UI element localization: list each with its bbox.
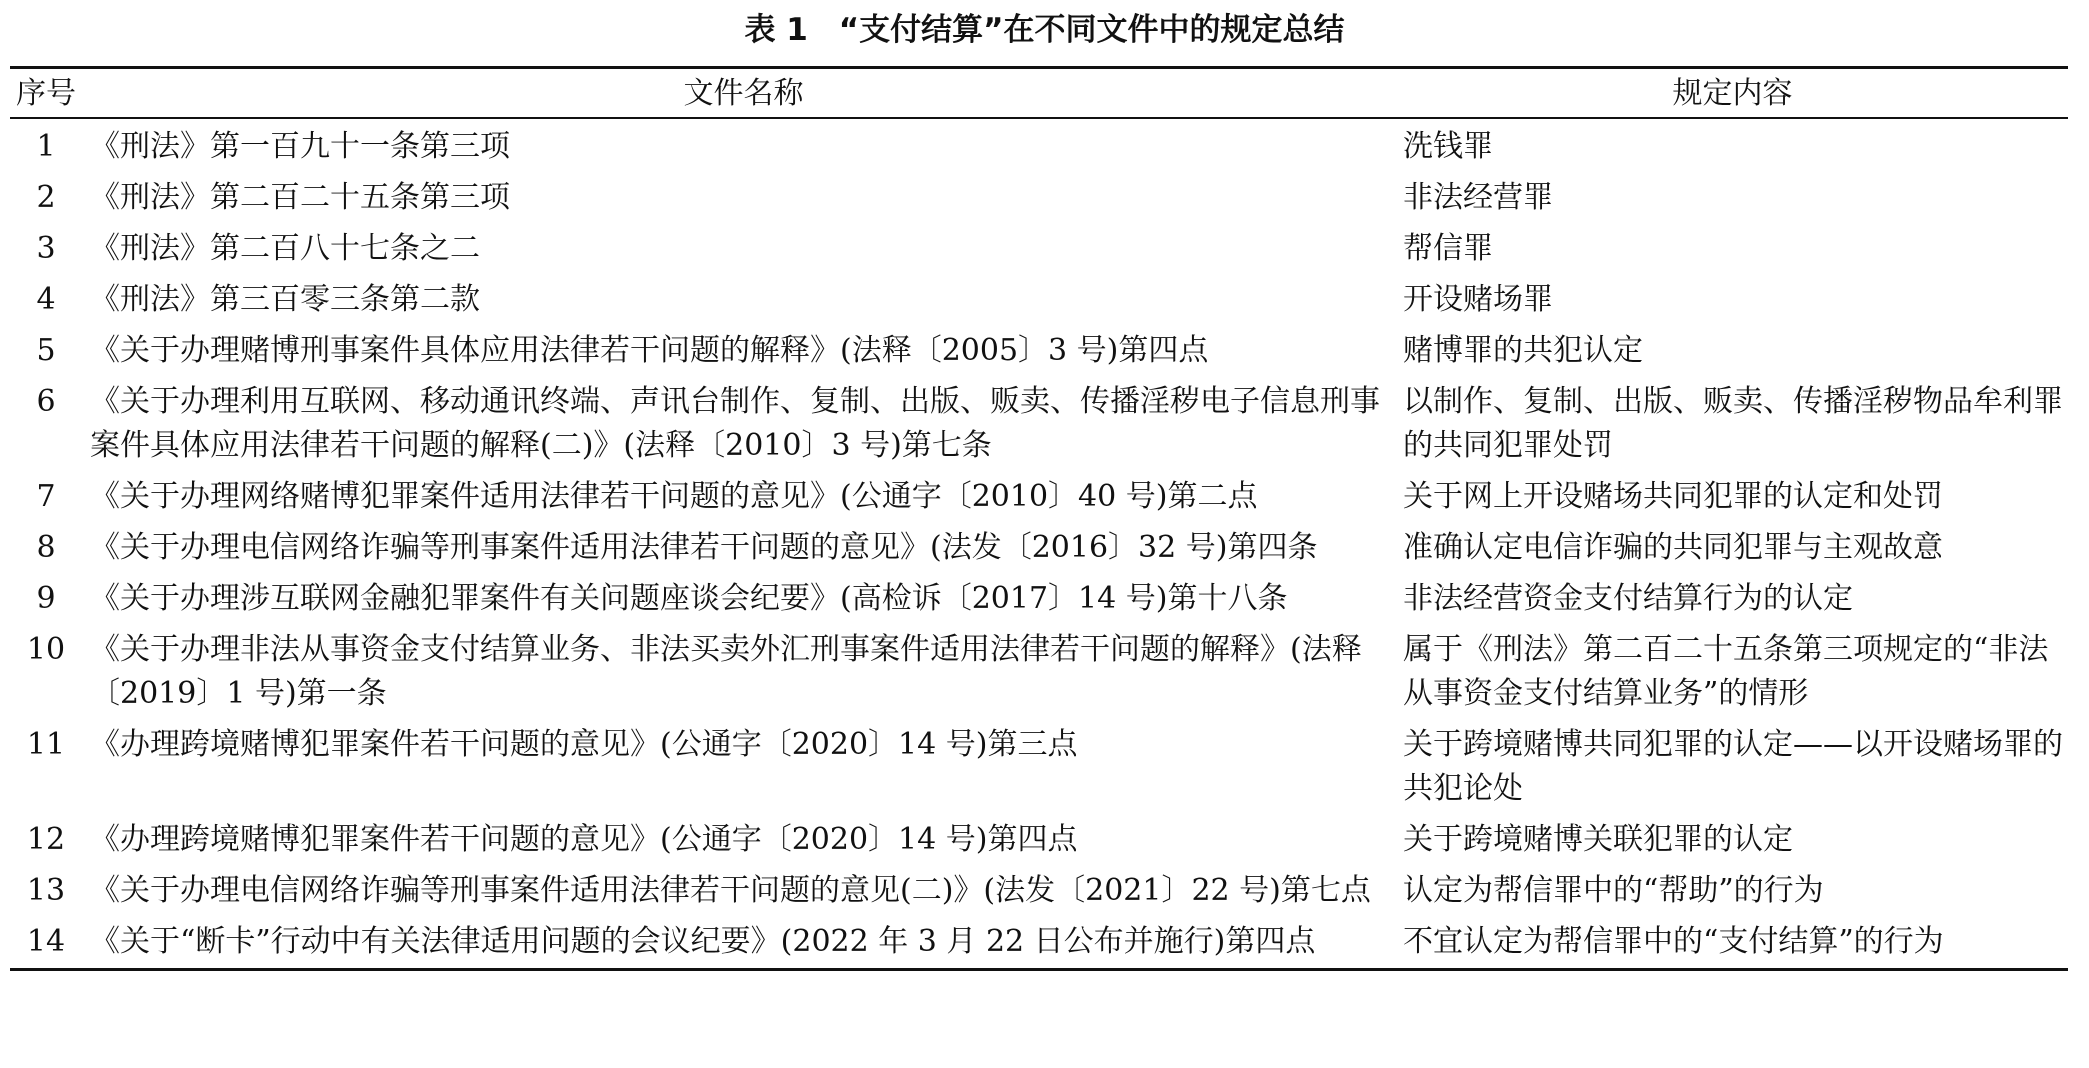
row-content: 关于跨境赌博关联犯罪的认定 (1403, 822, 1793, 857)
row-document: 《关于办理电信网络诈骗等刑事案件适用法律若干问题的意见(二)》(法发〔2021〕22 号)第七点 (90, 873, 1371, 908)
row-number: 12 (26, 822, 66, 857)
table-row (10, 377, 2068, 472)
row-content: 不宜认定为帮信罪中的“支付结算”的行为 (1403, 924, 1944, 959)
row-document: 《刑法》第一百九十一条第三项 (90, 129, 510, 164)
table-row (10, 173, 2068, 224)
table-row (10, 326, 2068, 377)
table-row (10, 815, 2068, 866)
table-row (10, 720, 2068, 815)
table-row (10, 275, 2068, 326)
row-number: 6 (36, 384, 56, 419)
row-content: 开设赌场罪 (1403, 282, 1553, 317)
table-row (10, 472, 2068, 523)
row-document: 《办理跨境赌博犯罪案件若干问题的意见》(公通字〔2020〕14 号)第四点 (90, 822, 1078, 857)
row-number: 9 (36, 581, 56, 616)
row-document: 《刑法》第二百二十五条第三项 (90, 180, 510, 215)
table-row (10, 625, 2068, 720)
table-row (10, 118, 2068, 173)
row-number: 2 (36, 180, 56, 215)
row-content: 关于跨境赌博共同犯罪的认定——以开设赌场罪的共犯论处 (1403, 727, 2063, 806)
row-content: 关于网上开设赌场共同犯罪的认定和处罚 (1403, 479, 1943, 514)
row-content: 非法经营资金支付结算行为的认定 (1403, 581, 1853, 616)
table-body (10, 118, 2068, 970)
row-document: 《关于办理涉互联网金融犯罪案件有关问题座谈会纪要》(高检诉〔2017〕14 号)第十八条 (90, 581, 1288, 616)
row-number: 5 (36, 333, 56, 368)
row-number: 8 (36, 530, 56, 565)
row-number: 3 (36, 231, 56, 266)
row-number: 7 (36, 479, 56, 514)
header-content: 规定内容 (1397, 68, 2068, 119)
table-row (10, 224, 2068, 275)
header-no: 序号 (10, 68, 90, 119)
row-content: 以制作、复制、出版、贩卖、传播淫秽物品牟利罪的共同犯罪处罚 (1403, 384, 2063, 463)
row-number: 1 (36, 129, 56, 164)
row-document: 《关于办理电信网络诈骗等刑事案件适用法律若干问题的意见》(法发〔2016〕32 号)第四条 (90, 530, 1318, 565)
header-document-name: 文件名称 (90, 68, 1397, 119)
table-row (10, 866, 2068, 917)
row-number: 14 (26, 924, 66, 959)
row-content: 赌博罪的共犯认定 (1403, 333, 1643, 368)
row-document: 《关于办理利用互联网、移动通讯终端、声讯台制作、复制、出版、贩卖、传播淫秽电子信息刑事案件具体应用法律若干问题的解释(二)》(法释〔2010〕3 号)第七条 (90, 384, 1380, 463)
row-document: 《刑法》第二百八十七条之二 (90, 231, 480, 266)
row-content: 帮信罪 (1403, 231, 1493, 266)
row-document: 《关于办理赌博刑事案件具体应用法律若干问题的解释》(法释〔2005〕3 号)第四点 (90, 333, 1209, 368)
table-row (10, 574, 2068, 625)
row-number: 13 (26, 873, 66, 908)
row-content: 洗钱罪 (1403, 129, 1493, 164)
table-title: 表 1 “支付结算”在不同文件中的规定总结 (744, 12, 1345, 48)
header-row (10, 68, 2068, 119)
row-number: 10 (26, 632, 66, 667)
row-content: 准确认定电信诈骗的共同犯罪与主观故意 (1403, 530, 1943, 565)
row-number: 11 (26, 727, 66, 762)
row-document: 《关于办理非法从事资金支付结算业务、非法买卖外汇刑事案件适用法律若干问题的解释》(法释〔2019〕1 号)第一条 (90, 632, 1362, 711)
row-content: 属于《刑法》第二百二十五条第三项规定的“非法从事资金支付结算业务”的情形 (1403, 632, 2049, 711)
table-header (10, 68, 2068, 119)
table-row (10, 917, 2068, 970)
row-document: 《刑法》第三百零三条第二款 (90, 282, 480, 317)
row-document: 《关于“断卡”行动中有关法律适用问题的会议纪要》(2022 年 3 月 22 日公布并施行)第四点 (90, 924, 1316, 959)
row-content: 认定为帮信罪中的“帮助”的行为 (1403, 873, 1824, 908)
table-row (10, 523, 2068, 574)
regulation-table (10, 66, 2068, 971)
row-content: 非法经营罪 (1403, 180, 1553, 215)
row-document: 《办理跨境赌博犯罪案件若干问题的意见》(公通字〔2020〕14 号)第三点 (90, 727, 1078, 762)
row-number: 4 (36, 282, 56, 317)
row-document: 《关于办理网络赌博犯罪案件适用法律若干问题的意见》(公通字〔2010〕40 号)第二点 (90, 479, 1258, 514)
